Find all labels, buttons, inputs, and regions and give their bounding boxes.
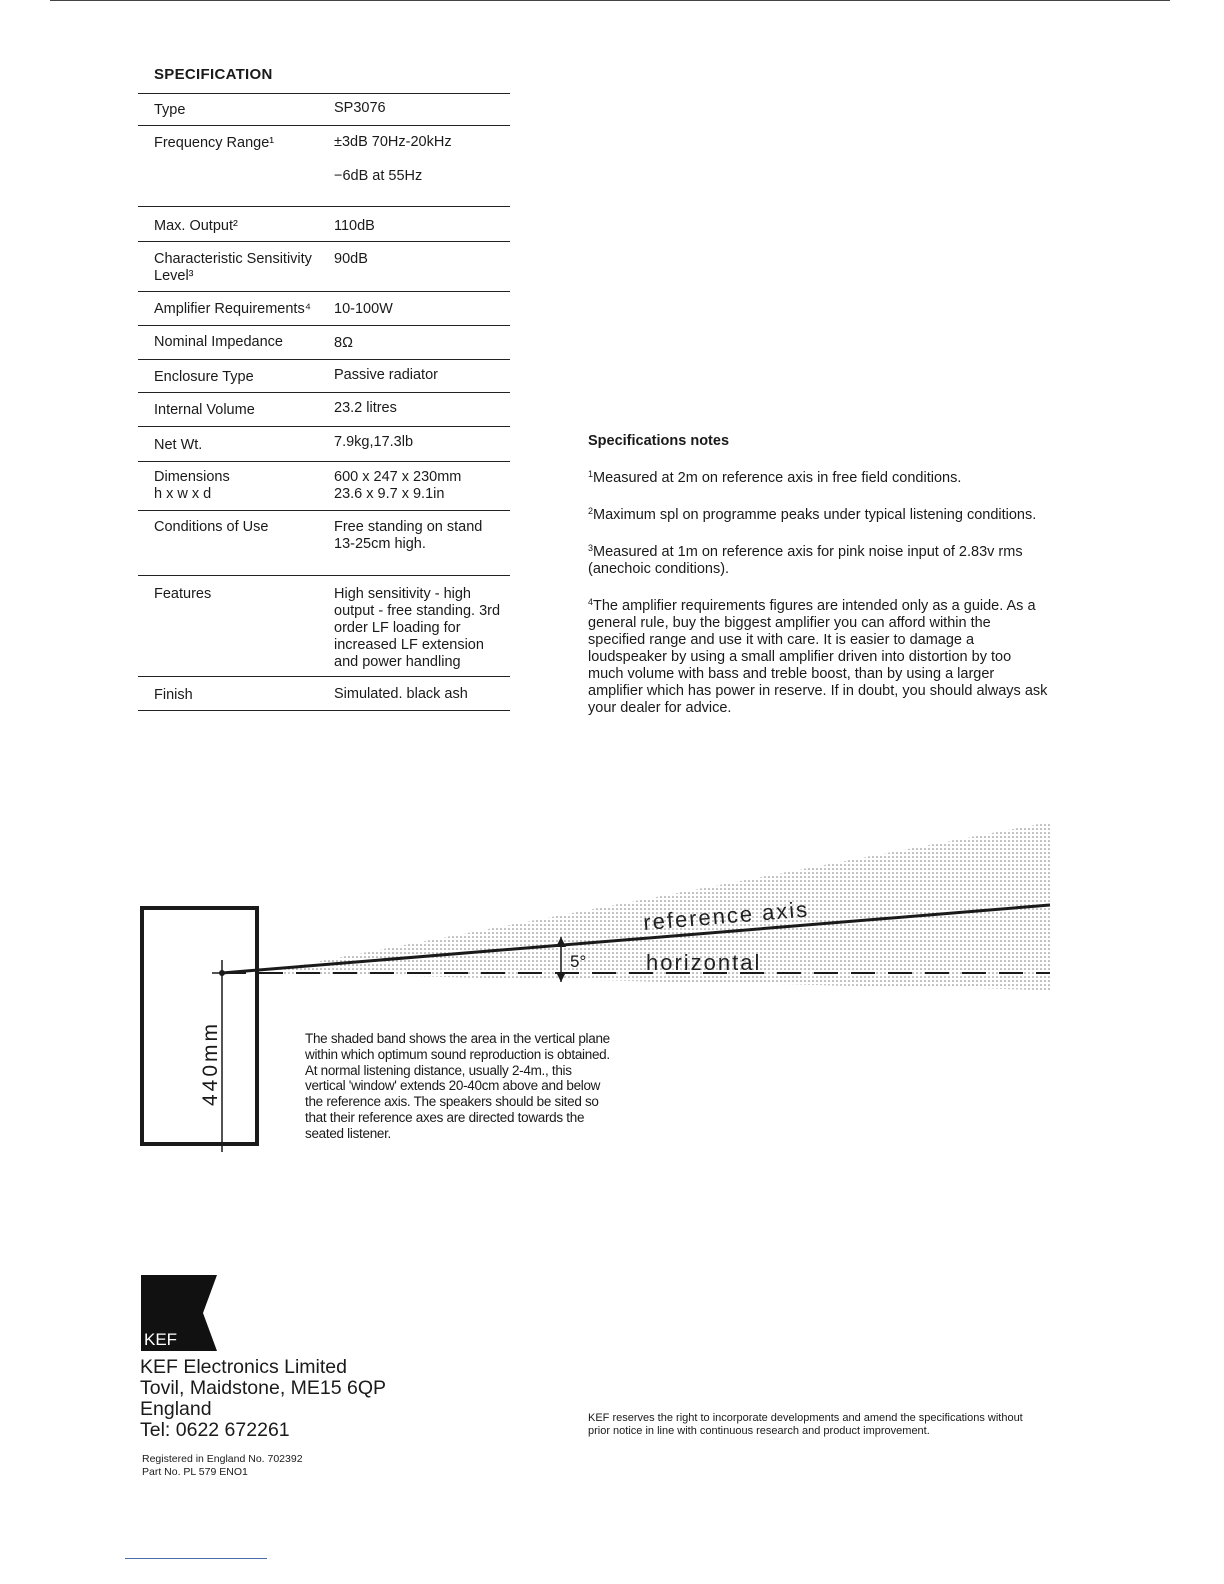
note-item [588,466,1048,487]
spec-label: Type [154,102,186,118]
spec-label: Finish [154,687,193,703]
logo-text: KEF [144,1330,178,1349]
spec-value: 600 x 247 x 230mm 23.6 x 9.7 x 9.1in [334,469,462,502]
spec-label: Max. Output² [154,218,238,234]
note-number: 4 [588,597,594,607]
reference-axis-diagram [0,810,1224,1170]
note-text: Measured at 2m on reference axis in free field conditions. [593,470,962,486]
spec-row-conditions [138,511,510,576]
spec-value: Passive radiator [334,367,438,383]
spec-value: Free standing on stand 13-25cm high. [334,519,483,552]
bottom-rule [125,1558,267,1559]
spec-value: Simulated. black ash [334,686,468,702]
company-telephone: Tel: 0622 672261 [140,1419,290,1441]
disclaimer: KEF reserves the right to incorporate developments and amend the specifications without prior notice in line with continuous research and product improvement. [588,1412,1023,1437]
spec-label: Enclosure Type [154,369,254,385]
spec-value: ±3dB 70Hz-20kHz −6dB at 55Hz [334,134,452,184]
note-item [588,594,1048,717]
spec-label: Amplifier Requirements⁴ [154,301,311,317]
diagram-caption: The shaded band shows the area in the vertical plane within which optimum sound reproduction is obtained. At normal listening distance, usually 2-4m., this vertical 'window' extends 20-40cm above and below the reference axis. The speakers should be sited so that their reference axes are directed towards the seated listener. [305,1031,610,1141]
notes-title: Specifications notes [588,433,730,449]
spec-row-max-output [138,207,510,242]
spec-value: 7.9kg,17.3lb [334,434,414,450]
spec-row-enclosure [138,360,510,393]
top-rule [50,0,1170,1]
spec-label: Internal Volume [154,402,255,418]
spec-row-sensitivity [138,242,510,292]
kef-logo [141,1275,217,1351]
company-address [140,1357,386,1441]
spec-row-amplifier [138,292,510,326]
spec-label: Features [154,586,212,602]
angle-label: 5° [570,952,587,971]
spec-row-features [138,576,510,677]
specification-notes [588,433,1048,733]
spec-value: 10-100W [334,301,393,317]
note-number: 3 [588,543,594,553]
spec-label: Nominal Impedance [154,334,283,350]
spec-value: 23.2 litres [334,400,397,416]
note-text: The amplifier requirements figures are intended only as a guide. As a general rule, buy the biggest amplifier you can afford within the specified range and use it with care. It is easier to damage a loudspeaker by using a small amplifier driven into distortion by too much volume with bass and treble boost, than by using a larger amplifier which has power in reserve. If in doubt, you should always ask your dealer for advice. [588,598,1048,716]
spec-value: High sensitivity - high output - free standing. 3rd order LF loading for increased LF extension and power handling [334,586,501,670]
company-country: England [140,1398,212,1420]
spec-row-weight [138,427,510,462]
spec-row-volume [138,393,510,427]
spec-value: 90dB [334,251,368,267]
spec-row-type [138,94,510,126]
company-name: KEF Electronics Limited [140,1356,347,1378]
note-text: Measured at 1m on reference axis for pink noise input of 2.83v rms (anechoic conditions). [588,544,1023,577]
spec-label: Net Wt. [154,437,203,453]
spec-value: SP3076 [334,100,386,116]
note-item [588,540,1048,578]
note-text: Maximum spl on programme peaks under typical listening conditions. [593,507,1037,523]
spec-value: 110dB [334,218,375,234]
note-item [588,503,1048,524]
note-number: 2 [588,506,594,516]
note-number: 1 [588,469,594,479]
spec-title: SPECIFICATION [154,66,273,83]
height-label: 440mm [199,1020,222,1106]
spec-table [138,93,510,711]
registration-info [142,1453,303,1479]
reference-axis-label: reference axis [642,896,811,935]
registration-number: Registered in England No. 702392 [142,1453,303,1465]
part-number: Part No. PL 579 ENO1 [142,1466,248,1478]
spec-row-dimensions [138,462,510,511]
spec-row-frequency [138,126,510,207]
spec-label: Frequency Range¹ [154,135,275,151]
spec-label: Conditions of Use [154,519,269,535]
spec-label: Characteristic Sensitivity Level³ [154,251,312,284]
company-address-line: Tovil, Maidstone, ME15 6QP [140,1377,387,1399]
horizontal-label: horizontal [646,950,762,975]
spec-label: Dimensions h x w x d [154,469,230,502]
spec-row-impedance [138,326,510,360]
spec-row-finish [138,677,510,711]
spec-value: 8Ω [334,335,353,351]
